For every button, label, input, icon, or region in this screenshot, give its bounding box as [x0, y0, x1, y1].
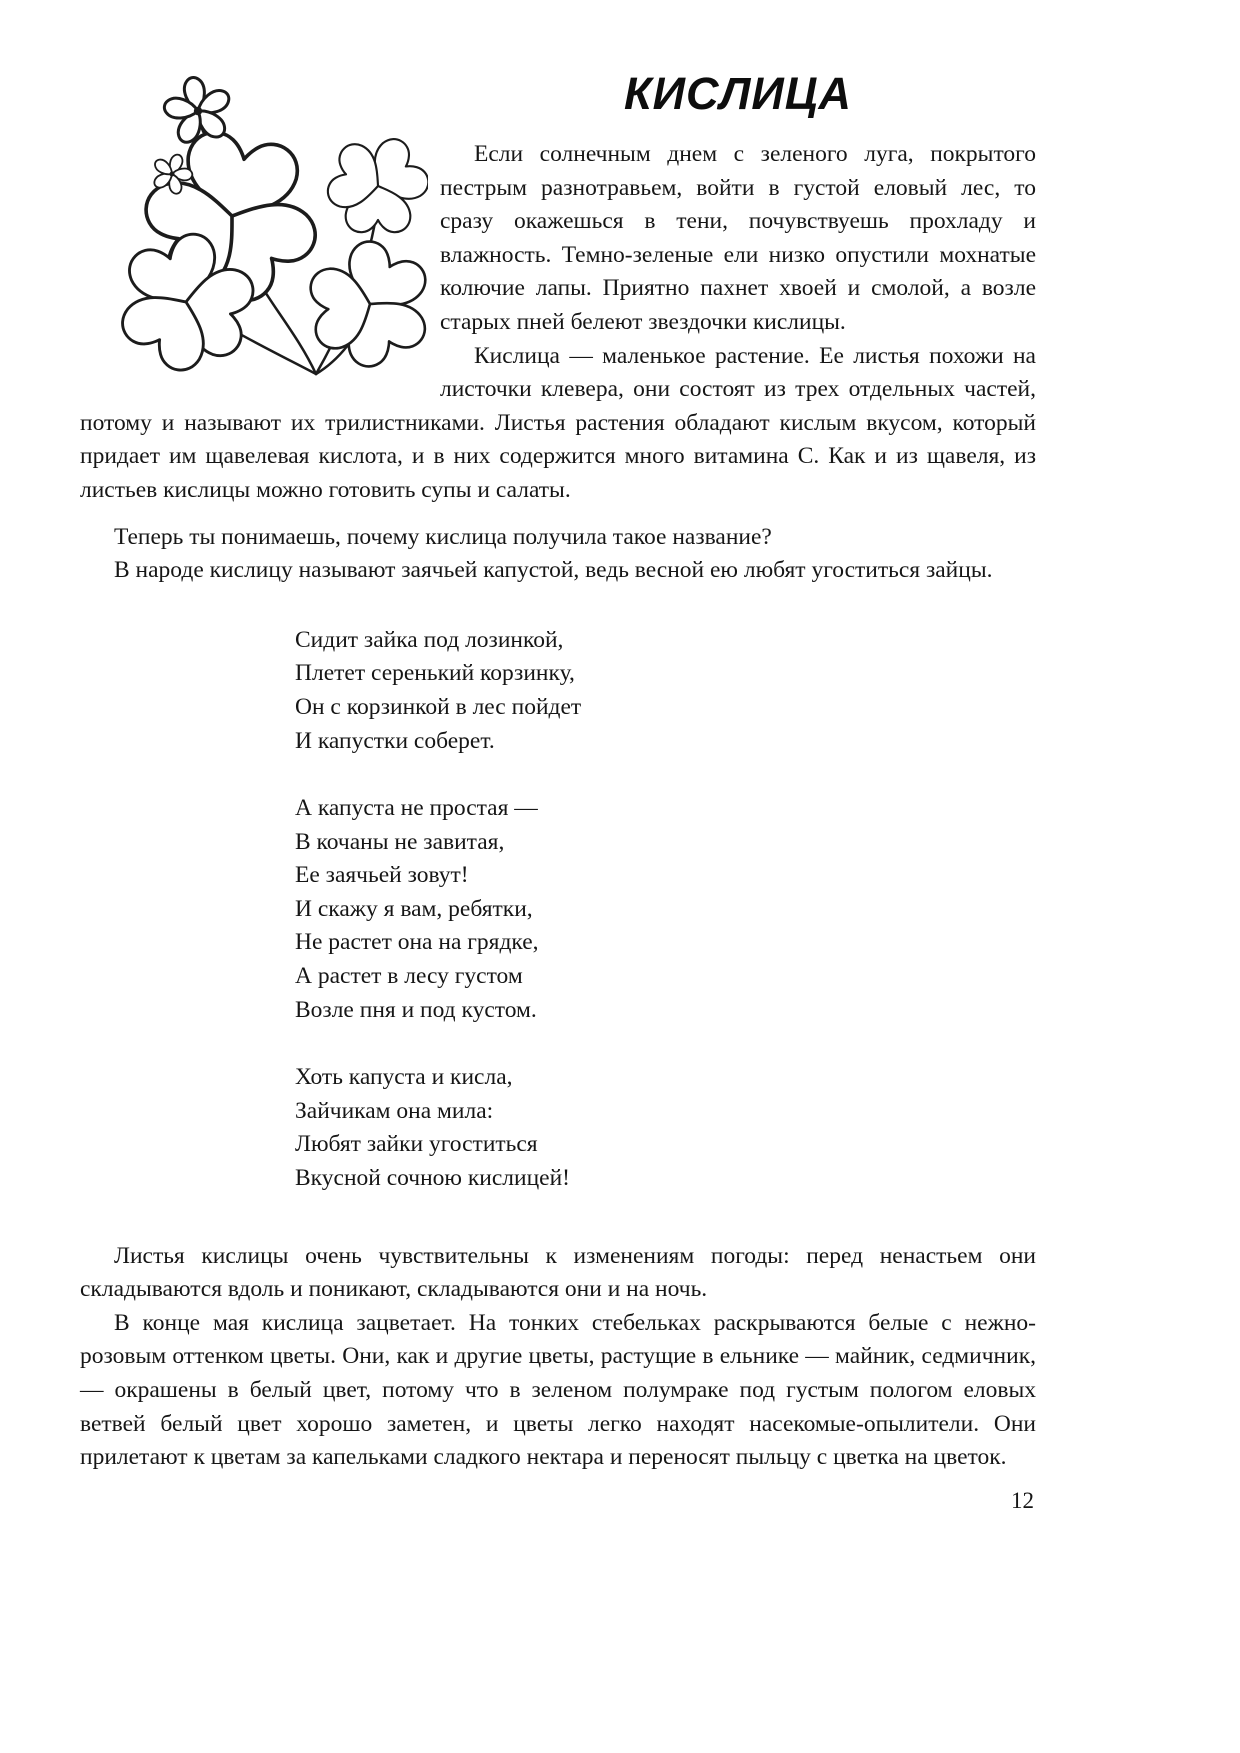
poem-line: Плетет серенький корзинку,	[295, 660, 575, 687]
paragraph-intro: Если солнечным днем с зеленого луга, покрытого пестрым разнотравьем, войти в густой еловый лес, то сразу окажешься в тени, почувствуешь прохладу и влажность. Темно-зеленые ели низко опустили мохнатые колючие лапы. Приятно пахнет хвоей и смолой, а возле старых пней белеют звездочки кислицы.	[440, 141, 1036, 335]
poem-stanza-2	[295, 792, 1036, 1027]
page-content	[80, 56, 1036, 1475]
poem	[295, 624, 1036, 1196]
wood-sorrel-illustration	[80, 56, 428, 394]
poem-line: Любят зайки угоститься	[295, 1131, 538, 1158]
poem-stanza-3	[295, 1061, 1036, 1195]
poem-line: И капустки соберет.	[295, 727, 495, 754]
poem-line: Зайчикам она мила:	[295, 1097, 494, 1124]
poem-line: Хоть капуста и кисла,	[295, 1064, 513, 1091]
poem-line: И скажу я вам, ребятки,	[295, 895, 533, 922]
poem-line: А растет в лесу густом	[295, 963, 523, 990]
page-title: КИСЛИЦА	[623, 68, 853, 119]
paragraph-folk-name: В народе кислицу называют заячьей капустой, ведь весной ею любят угоститься зайцы.	[114, 557, 993, 584]
poem-line: Он с корзинкой в лес пойдет	[295, 693, 582, 720]
poem-line: В кочаны не завитая,	[295, 828, 505, 855]
poem-line: Не растет она на грядке,	[295, 929, 539, 956]
paragraph-question: Теперь ты понимаешь, почему кислица получила такое название?	[114, 523, 772, 550]
paragraph-description: Кислица — маленькое растение. Ее листья похожи на листочки клевера, они состоят из трех отдельных частей, потому и называют их трилистниками. Листья растения обладают кислым вкусом, который придает им щавелевая кислота, и в них содержится много витамина С. Как и из щавеля, из листьев кислицы можно готовить супы и салаты.	[80, 342, 1036, 503]
paragraph-flowering: В конце мая кислица зацветает. На тонких стебельках раскрываются белые с нежно-розовым оттенком цветы. Они, как и другие цветы, растущие в ельнике — майник, седмичник, — окрашены в белый цвет, потому что в зеленом полумраке под густым пологом еловых ветвей белый цвет хорошо заметен, и цветы легко находят насекомые-опылители. Они прилетают к цветам за капельками сладкого нектара и переносят пыльцу с цветка на цветок.	[80, 1309, 1036, 1471]
page-number: 12	[1011, 1488, 1034, 1513]
poem-line: Возле пня и под кустом.	[295, 996, 537, 1023]
poem-line: Ее заячьей зовут!	[295, 862, 469, 889]
poem-stanza-1	[295, 624, 1036, 758]
poem-line: Сидит зайка под лозинкой,	[295, 626, 564, 653]
poem-line: А капуста не простая —	[295, 795, 538, 822]
poem-line: Вкусной сочною кислицей!	[295, 1165, 571, 1192]
wood-sorrel-drawing-svg	[80, 56, 428, 394]
paragraph-weather: Листья кислицы очень чувствительны к изменениям погоды: перед ненастьем они складываются вдоль и поникают, складываются они и на ночь.	[80, 1242, 1036, 1303]
